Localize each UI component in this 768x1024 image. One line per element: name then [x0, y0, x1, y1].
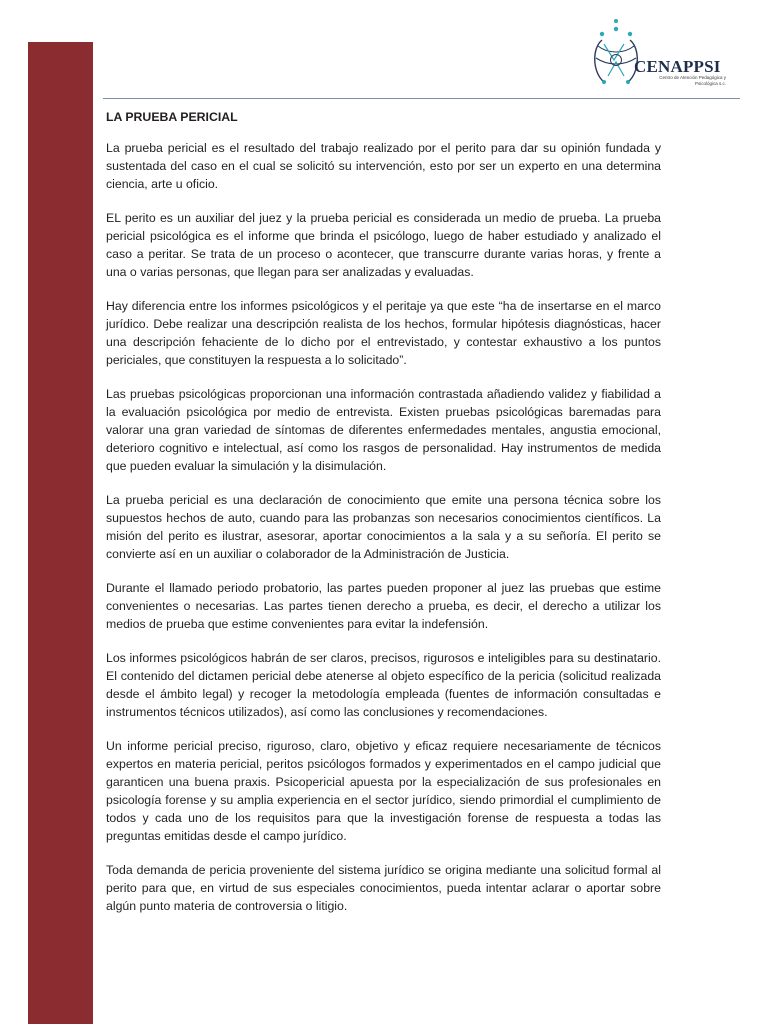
logo-emblem-icon [584, 18, 644, 90]
paragraph: Hay diferencia entre los informes psicológicos y el peritaje ya que este “ha de insertarse en el marco jurídico. Debe realizar una descripción realista de los hechos, formular hipótesis diagnósticas, hacer una descripción fehaciente de lo dicho por el entrevistado, y contestar exhaustivo a los puntos periciales, que constituyen la respuesta a lo solicitado”. [106, 299, 661, 367]
side-decoration-bar [28, 42, 93, 1024]
paragraph: Las pruebas psicológicas proporcionan una información contrastada añadiendo validez y fiabilidad a la evaluación psicológica por medio de entrevista. Existen pruebas psicológicas baremadas para valorar una gran variedad de síntomas de diferentes enfermedades mentales, angustia emocional, deterioro cognitivo e intelectual, así como los rasgos de personalidad. Hay instrumentos de medida que pueden evaluar la simulación y la disimulación. [106, 387, 661, 473]
paragraph: La prueba pericial es una declaración de conocimiento que emite una persona técnica sobre los supuestos hechos de auto, cuando para las probanzas son necesarios conocimientos científicos. La misión del perito es ilustrar, asesorar, aportar conocimientos a la sala y a su señoría. El perito se convierte así en un auxiliar o colaborador de la Administración de Justicia. [106, 493, 661, 561]
paragraph: Toda demanda de pericia proveniente del sistema jurídico se origina mediante una solicitud formal al perito para que, en virtud de sus especiales conocimientos, pueda intentar aclarar o aportar sobre algún punto materia de controversia o litigio. [106, 863, 661, 913]
document-body [106, 108, 661, 931]
paragraph: La prueba pericial es el resultado del trabajo realizado por el perito para dar su opinión fundada y sustentada del caso en el cual se solicitó su intervención, esto por ser un experto en una determina ciencia, arte u oficio. [106, 141, 661, 191]
paragraph: Los informes psicológicos habrán de ser claros, precisos, rigurosos e inteligibles para su destinatario. El contenido del dictamen pericial debe atenerse al objeto específico de la pericia (solicitud realizada desde el ámbito legal) y recoger la metodología empleada (fuentes de información consultadas e instrumentos técnicos utilizados), así como las conclusiones y recomendaciones. [106, 651, 661, 719]
logo-tagline: Centro de Atención Pedagógica y Psicológica s.c. [659, 75, 726, 86]
logo-wordmark: CENAPPSI [634, 57, 721, 76]
document-title: LA PRUEBA PERICIAL [106, 110, 238, 124]
cenappsi-logo [584, 18, 734, 90]
header-divider [103, 98, 740, 99]
paragraph: Durante el llamado periodo probatorio, las partes pueden proponer al juez las pruebas que estime convenientes o necesarias. Las partes tienen derecho a prueba, es decir, el derecho a utilizar los medios de prueba que estime convenientes para evitar la indefensión. [106, 581, 661, 631]
paragraph: EL perito es un auxiliar del juez y la prueba pericial es considerada un medio de prueba. La prueba pericial psicológica es el informe que brinda el psicólogo, luego de haber estudiado y analizado el caso a peritar. Se trata de un proceso o acontecer, que transcurre durante varias horas, y frente a una o varias personas, que llegan para ser analizadas y evaluadas. [106, 211, 661, 279]
paragraph: Un informe pericial preciso, riguroso, claro, objetivo y eficaz requiere necesariamente de técnicos expertos en materia pericial, peritos psicólogos formados y experimentados en el campo judicial que garanticen una buena praxis. Psicopericial apuesta por la especialización de sus profesionales en psicología forense y su amplia experiencia en el sector jurídico, siendo primordial el cumplimiento de todos y cada uno de los requisitos para que la investigación forense de respuesta a todas las preguntas emitidas desde el campo jurídico. [106, 739, 661, 843]
